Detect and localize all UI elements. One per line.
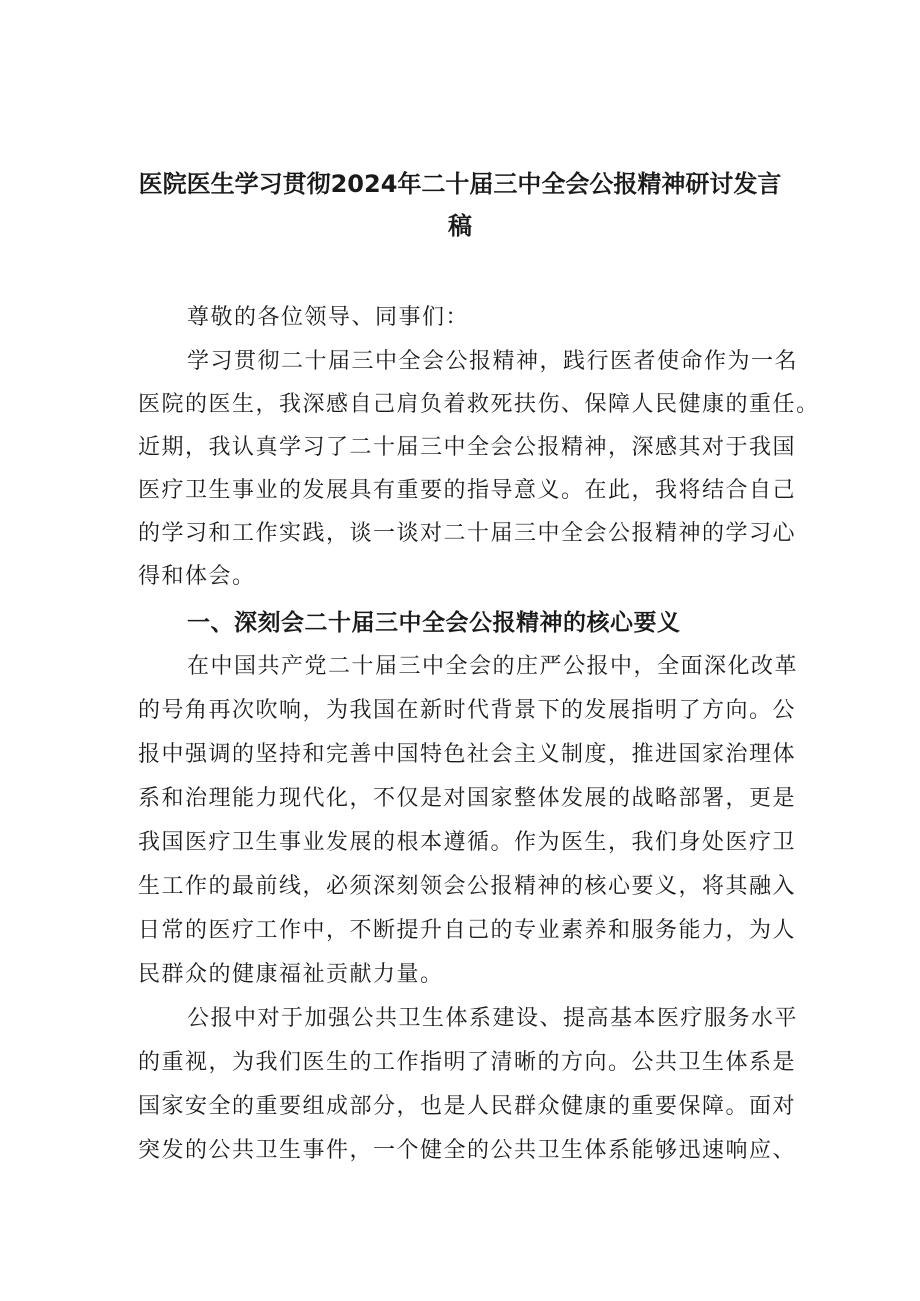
paragraph-2-line: 我国医疗卫生事业发展的根本遵循。作为医生，我们身处医疗卫 xyxy=(138,830,797,855)
paragraph-3-line: 国家安全的重要组成部分，也是人民群众健康的重要保障。面对 xyxy=(138,1094,797,1119)
paragraph-3-line: 公报中对于加强公共卫生体系建设、提高基本医疗服务水平 xyxy=(187,1006,799,1031)
section-1-heading: 一、深刻会二十届三中全会公报精神的核心要义 xyxy=(187,610,681,636)
paragraph-1-line: 学习贯彻二十届三中全会公报精神，践行医者使命作为一名 xyxy=(187,349,799,374)
document-title: 医院医生学习贯彻2024年二十届三中全会公报精神研讨发言 xyxy=(138,170,782,198)
paragraph-2-line: 的号角再次吹响，为我国在新时代背景下的发展指明了方向。公 xyxy=(138,698,797,723)
paragraph-1-line: 得和体会。 xyxy=(138,564,256,589)
paragraph-2-line: 在中国共产党二十届三中全会的庄严公报中，全面深化改革 xyxy=(187,654,799,679)
paragraph-1-line: 医疗卫生事业的发展具有重要的指导意义。在此，我将结合自己 xyxy=(138,478,797,503)
paragraph-1-line: 的学习和工作实践，谈一谈对二十届三中全会公报精神的学习心 xyxy=(138,521,797,546)
paragraph-2-line: 日常的医疗工作中，不断提升自己的专业素养和服务能力，为人 xyxy=(138,918,797,943)
salutation: 尊敬的各位领导、同事们： xyxy=(187,305,470,330)
paragraph-2-line: 系和治理能力现代化，不仅是对国家整体发展的战略部署，更是 xyxy=(138,786,797,811)
paragraph-1-line: 近期，我认真学习了二十届三中全会公报精神，深感其对于我国 xyxy=(138,435,797,460)
paragraph-2-line: 生工作的最前线，必须深刻领会公报精神的核心要义，将其融入 xyxy=(138,874,797,899)
paragraph-3-line: 的重视，为我们医生的工作指明了清晰的方向。公共卫生体系是 xyxy=(138,1050,797,1075)
paragraph-3-line: 突发的公共卫生事件，一个健全的公共卫生体系能够迅速响应、 xyxy=(138,1138,797,1163)
paragraph-1-line: 医院的医生，我深感自己肩负着救死扶伤、保障人民健康的重任。 xyxy=(138,392,820,417)
document-title-continuation: 稿 xyxy=(448,212,472,240)
paragraph-2-line: 民群众的健康福祉贡献力量。 xyxy=(138,962,444,987)
paragraph-2-line: 报中强调的坚持和完善中国特色社会主义制度，推进国家治理体 xyxy=(138,742,797,767)
